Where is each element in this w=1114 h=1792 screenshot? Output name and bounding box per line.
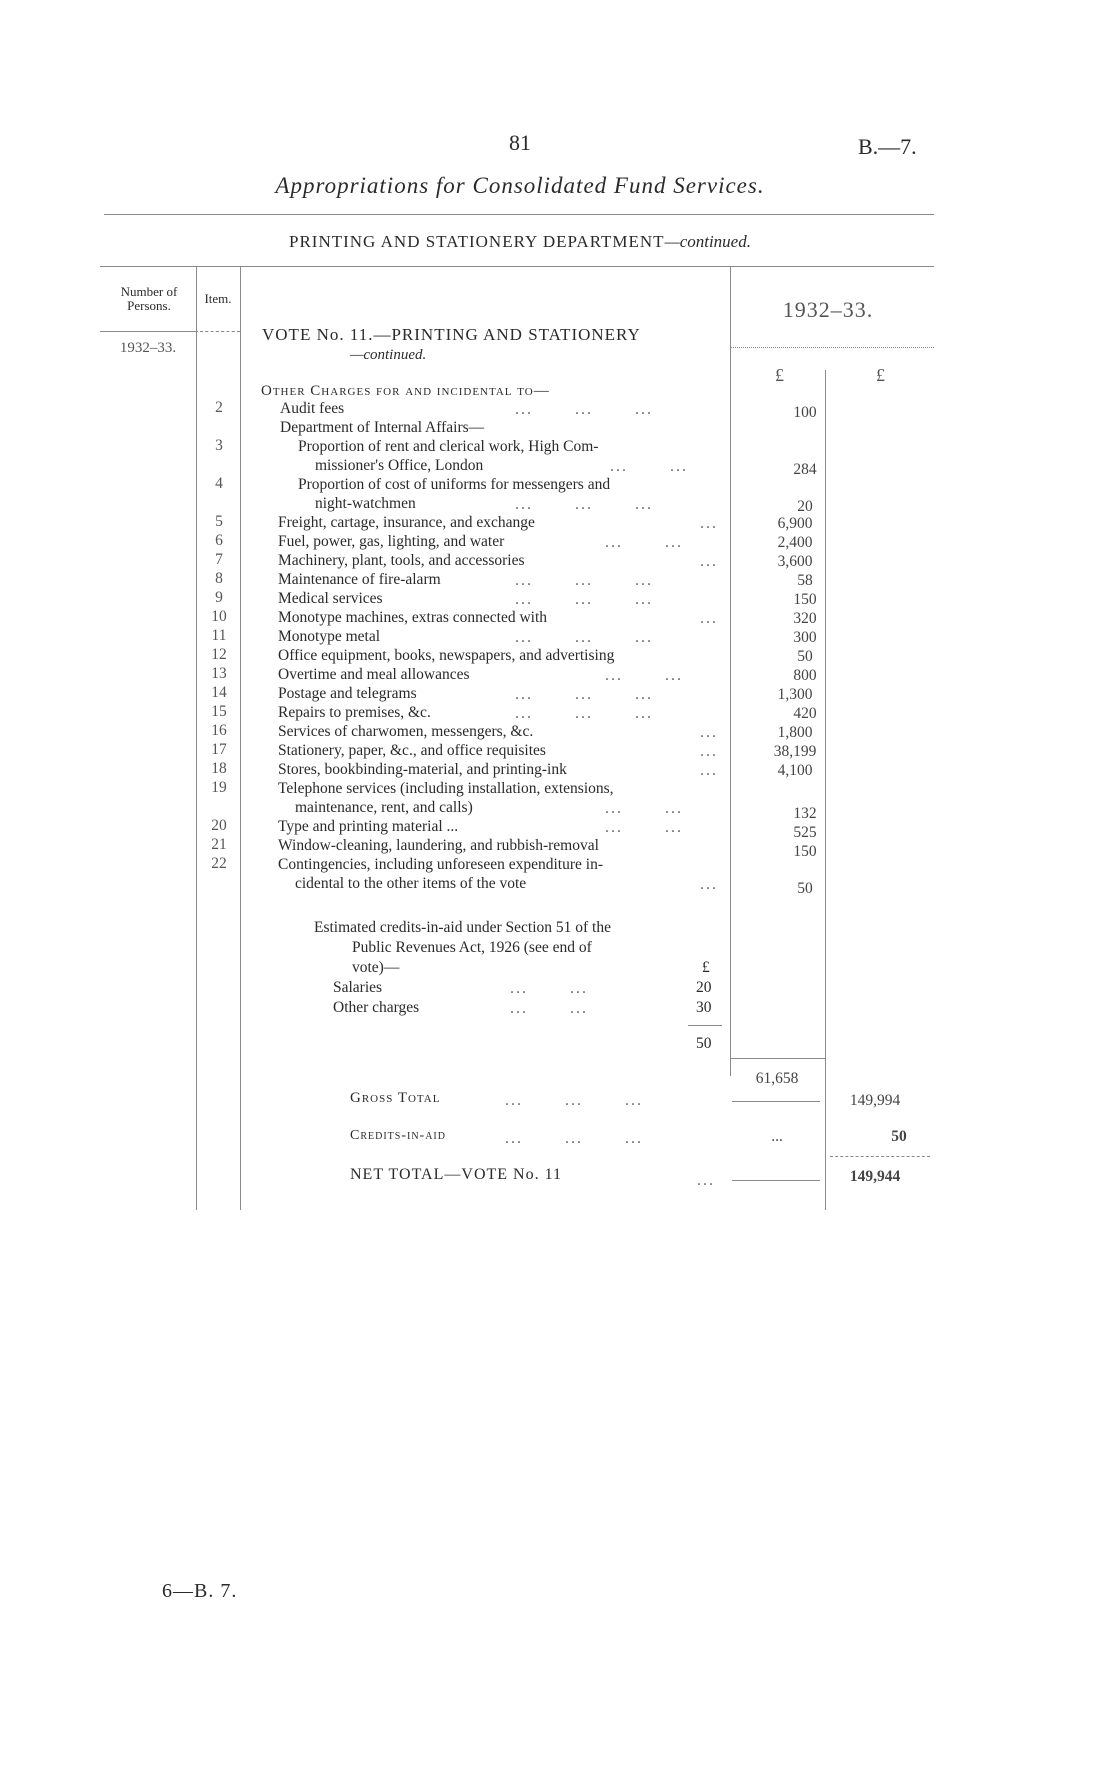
item-amount: 1,300 <box>777 686 813 703</box>
item-description <box>278 722 533 741</box>
item-description <box>295 798 473 817</box>
net-total-label: NET TOTAL—VOTE No. 11 <box>350 1166 562 1183</box>
item-line: Freight, cartage, insurance, and exchange <box>278 514 535 531</box>
leader-dots: ... ... <box>605 667 683 684</box>
credits-note-line: Public Revenues Act, 1926 (see end of <box>352 939 592 956</box>
credits-in-aid-label: Credits-in-aid <box>350 1128 446 1143</box>
item-description <box>278 646 614 665</box>
item-description <box>278 532 504 551</box>
item-header-rule <box>200 331 240 332</box>
item-amount: 150 <box>793 591 817 608</box>
item-line: missioner's Office, London <box>315 457 484 474</box>
item-amount: 150 <box>793 843 817 860</box>
item-amount: 38,199 <box>773 743 817 760</box>
item-column-line <box>240 266 241 1210</box>
item-description <box>315 456 483 475</box>
department-name: PRINTING AND STATIONERY DEPARTMENT <box>289 232 665 251</box>
item-line: Medical services <box>278 590 383 607</box>
item-line: Proportion of rent and clerical work, High Com- <box>298 438 599 455</box>
item-amount: 2,400 <box>777 534 813 551</box>
item-number: 13 <box>211 665 227 682</box>
item-amount: 3,600 <box>777 553 813 570</box>
item-number: 19 <box>211 779 227 796</box>
document-reference: B.—7. <box>858 134 917 159</box>
description-column-line <box>730 266 731 1076</box>
leader-dots: ... ... ... <box>515 705 653 722</box>
item-description <box>280 418 484 437</box>
item-number: 10 <box>211 608 227 625</box>
page-number: 81 <box>509 130 531 155</box>
item-description <box>278 570 441 589</box>
item-line: Monotype machines, extras connected with <box>278 609 548 626</box>
item-amount: 132 <box>793 805 817 822</box>
leader-dots: ... ... ... <box>515 572 653 589</box>
item-number: 3 <box>215 437 223 454</box>
page-title: Appropriations for Consolidated Fund Services. <box>275 173 765 198</box>
item-number: 17 <box>211 741 227 758</box>
item-line: Machinery, plant, tools, and accessories <box>278 552 525 569</box>
item-line: Overtime and meal allowances <box>278 666 470 683</box>
item-description <box>295 874 526 893</box>
year-column-header: 1932–33. <box>782 297 874 322</box>
item-line: Proportion of cost of uniforms for messengers and <box>298 476 611 493</box>
item-line: Fuel, power, gas, lighting, and water <box>278 533 505 550</box>
item-line: Repairs to premises, &c. <box>278 704 431 721</box>
gross-subtotal: 61,658 <box>755 1070 799 1087</box>
leader-dots: ... ... ... <box>515 496 653 513</box>
item-amount: 1,800 <box>777 724 813 741</box>
item-amount: 6,900 <box>777 515 813 532</box>
credits-total: 50 <box>696 1035 712 1052</box>
item-description <box>315 494 416 513</box>
item-line: Department of Internal Affairs— <box>280 419 485 436</box>
item-amount: 50 <box>797 648 813 665</box>
item-description <box>278 589 383 608</box>
item-line: Postage and telegrams <box>278 685 417 702</box>
item-amount: 300 <box>793 629 817 646</box>
item-line: Stores, bookbinding-material, and printing-ink <box>278 761 567 778</box>
item-description <box>278 836 599 855</box>
leader-dots: ... ... ... <box>505 1092 643 1109</box>
item-description <box>278 684 417 703</box>
item-number: 14 <box>211 684 227 701</box>
subtotal-rule <box>730 1058 826 1059</box>
leader-dots: ... ... ... <box>515 401 653 418</box>
item-amount: 58 <box>797 572 813 589</box>
leader-dots: ... ... ... <box>515 629 653 646</box>
item-description <box>278 741 546 760</box>
pound-sign-subtotal: £ <box>775 365 784 385</box>
item-description <box>298 437 598 456</box>
credits-other-label: Other charges <box>333 999 420 1016</box>
item-number: 12 <box>211 646 227 663</box>
leader-dots: ... ... ... <box>505 1130 643 1147</box>
gross-total-label: Gross Total <box>350 1090 441 1106</box>
credits-in-aid-subtotal: ... <box>771 1128 783 1145</box>
item-line: Contingencies, including unforeseen expenditure in- <box>278 856 603 873</box>
item-line: Window-cleaning, laundering, and rubbish-removal <box>278 837 599 854</box>
item-line: cidental to the other items of the vote <box>295 875 527 892</box>
item-description <box>280 399 344 418</box>
persons-year: 1932–33. <box>119 340 177 356</box>
leader-dots: ... <box>700 743 718 760</box>
item-number: 11 <box>211 627 227 644</box>
persons-column-line <box>196 266 197 1210</box>
item-description <box>278 665 470 684</box>
item-line: Telephone services (including installation, extensions, <box>278 780 614 797</box>
leader-dots: ... ... <box>605 534 683 551</box>
item-amount: 420 <box>793 705 817 722</box>
item-amount: 525 <box>793 824 817 841</box>
item-number: 20 <box>211 817 227 834</box>
leader-dots: ... ... <box>510 1000 588 1017</box>
leader-dots: ... <box>700 553 718 570</box>
item-line: Monotype metal <box>278 628 381 645</box>
item-amount: 320 <box>793 610 817 627</box>
item-line: Office equipment, books, newspapers, and advertising <box>278 647 615 664</box>
leader-dots: ... <box>700 724 718 741</box>
item-amount: 20 <box>797 498 813 515</box>
leader-dots: ... ... ... <box>515 686 653 703</box>
item-description <box>278 627 380 646</box>
item-line: night-watchmen <box>315 495 416 512</box>
item-line: Stationery, paper, &c., and office requisites <box>278 742 546 759</box>
section-heading: Other Charges for and incidental to— <box>261 383 550 399</box>
item-line: Services of charwomen, messengers, &c. <box>278 723 534 740</box>
persons-header-rule <box>100 331 198 332</box>
leader-dots: ... <box>700 876 718 893</box>
net-rule <box>732 1180 820 1181</box>
item-description <box>298 475 610 494</box>
leader-dots: ... ... ... <box>515 591 653 608</box>
pound-sign-total: £ <box>876 365 885 385</box>
department-heading <box>160 232 880 252</box>
leader-dots: ... ... <box>610 458 688 475</box>
item-number: 16 <box>211 722 227 739</box>
credits-in-aid-value: 50 <box>891 1128 907 1145</box>
leader-dots: ... <box>700 610 718 627</box>
item-description <box>278 703 431 722</box>
leader-dots: ... <box>697 1172 715 1189</box>
year-header-rule <box>730 347 934 348</box>
credits-salaries-label: Salaries <box>333 979 383 996</box>
leader-dots: ... ... <box>605 800 683 817</box>
credits-note-line: vote)— <box>352 959 400 976</box>
item-amount: 284 <box>793 461 817 478</box>
item-number: 22 <box>211 855 227 872</box>
item-column-header: Item. <box>204 291 232 306</box>
net-total: 149,944 <box>849 1168 901 1185</box>
item-amount: 4,100 <box>777 762 813 779</box>
item-description <box>278 760 567 779</box>
persons-column-header: Number of Persons. <box>120 284 178 313</box>
credits-salaries-value: 20 <box>696 979 712 996</box>
gross-total: 149,994 <box>849 1092 901 1109</box>
item-line: maintenance, rent, and calls) <box>295 799 473 816</box>
item-description <box>278 817 458 836</box>
item-description <box>278 779 614 798</box>
leader-dots: ... <box>700 515 718 532</box>
item-description <box>278 551 525 570</box>
credits-sum-rule <box>688 1025 722 1026</box>
item-line: Audit fees <box>280 400 345 417</box>
item-amount: 800 <box>793 667 817 684</box>
title-rule <box>104 214 934 215</box>
footer-signature: 6—B. 7. <box>162 1580 238 1602</box>
vote-title: VOTE No. 11.—PRINTING AND STATIONERY <box>262 325 641 344</box>
leader-dots: ... ... <box>605 819 683 836</box>
vote-continued: —continued. <box>350 347 427 363</box>
credits-pound-sign: £ <box>702 959 710 976</box>
credits-other-value: 30 <box>696 999 712 1016</box>
item-number: 2 <box>215 399 223 416</box>
item-number: 4 <box>215 475 223 492</box>
item-amount: 100 <box>793 404 817 421</box>
item-description <box>278 513 535 532</box>
leader-dots: ... <box>700 762 718 779</box>
item-number: 18 <box>211 760 227 777</box>
item-number: 5 <box>215 513 223 530</box>
credits-note-line: Estimated credits-in-aid under Section 51 of the <box>314 919 611 936</box>
item-number: 21 <box>211 836 227 853</box>
department-continued: —continued. <box>664 232 751 251</box>
item-number: 9 <box>215 589 223 606</box>
table-top-rule <box>100 266 934 267</box>
gross-rule <box>732 1101 820 1102</box>
item-number: 8 <box>215 570 223 587</box>
leader-dots: ... ... <box>510 980 588 997</box>
item-number: 15 <box>211 703 227 720</box>
item-number: 7 <box>215 551 223 568</box>
item-description <box>278 855 603 874</box>
item-number: 6 <box>215 532 223 549</box>
item-line: Type and printing material ... <box>278 818 459 835</box>
item-amount: 50 <box>797 880 813 897</box>
item-line: Maintenance of fire-alarm <box>278 571 441 588</box>
item-description <box>278 608 547 627</box>
credits-rule <box>830 1156 930 1157</box>
